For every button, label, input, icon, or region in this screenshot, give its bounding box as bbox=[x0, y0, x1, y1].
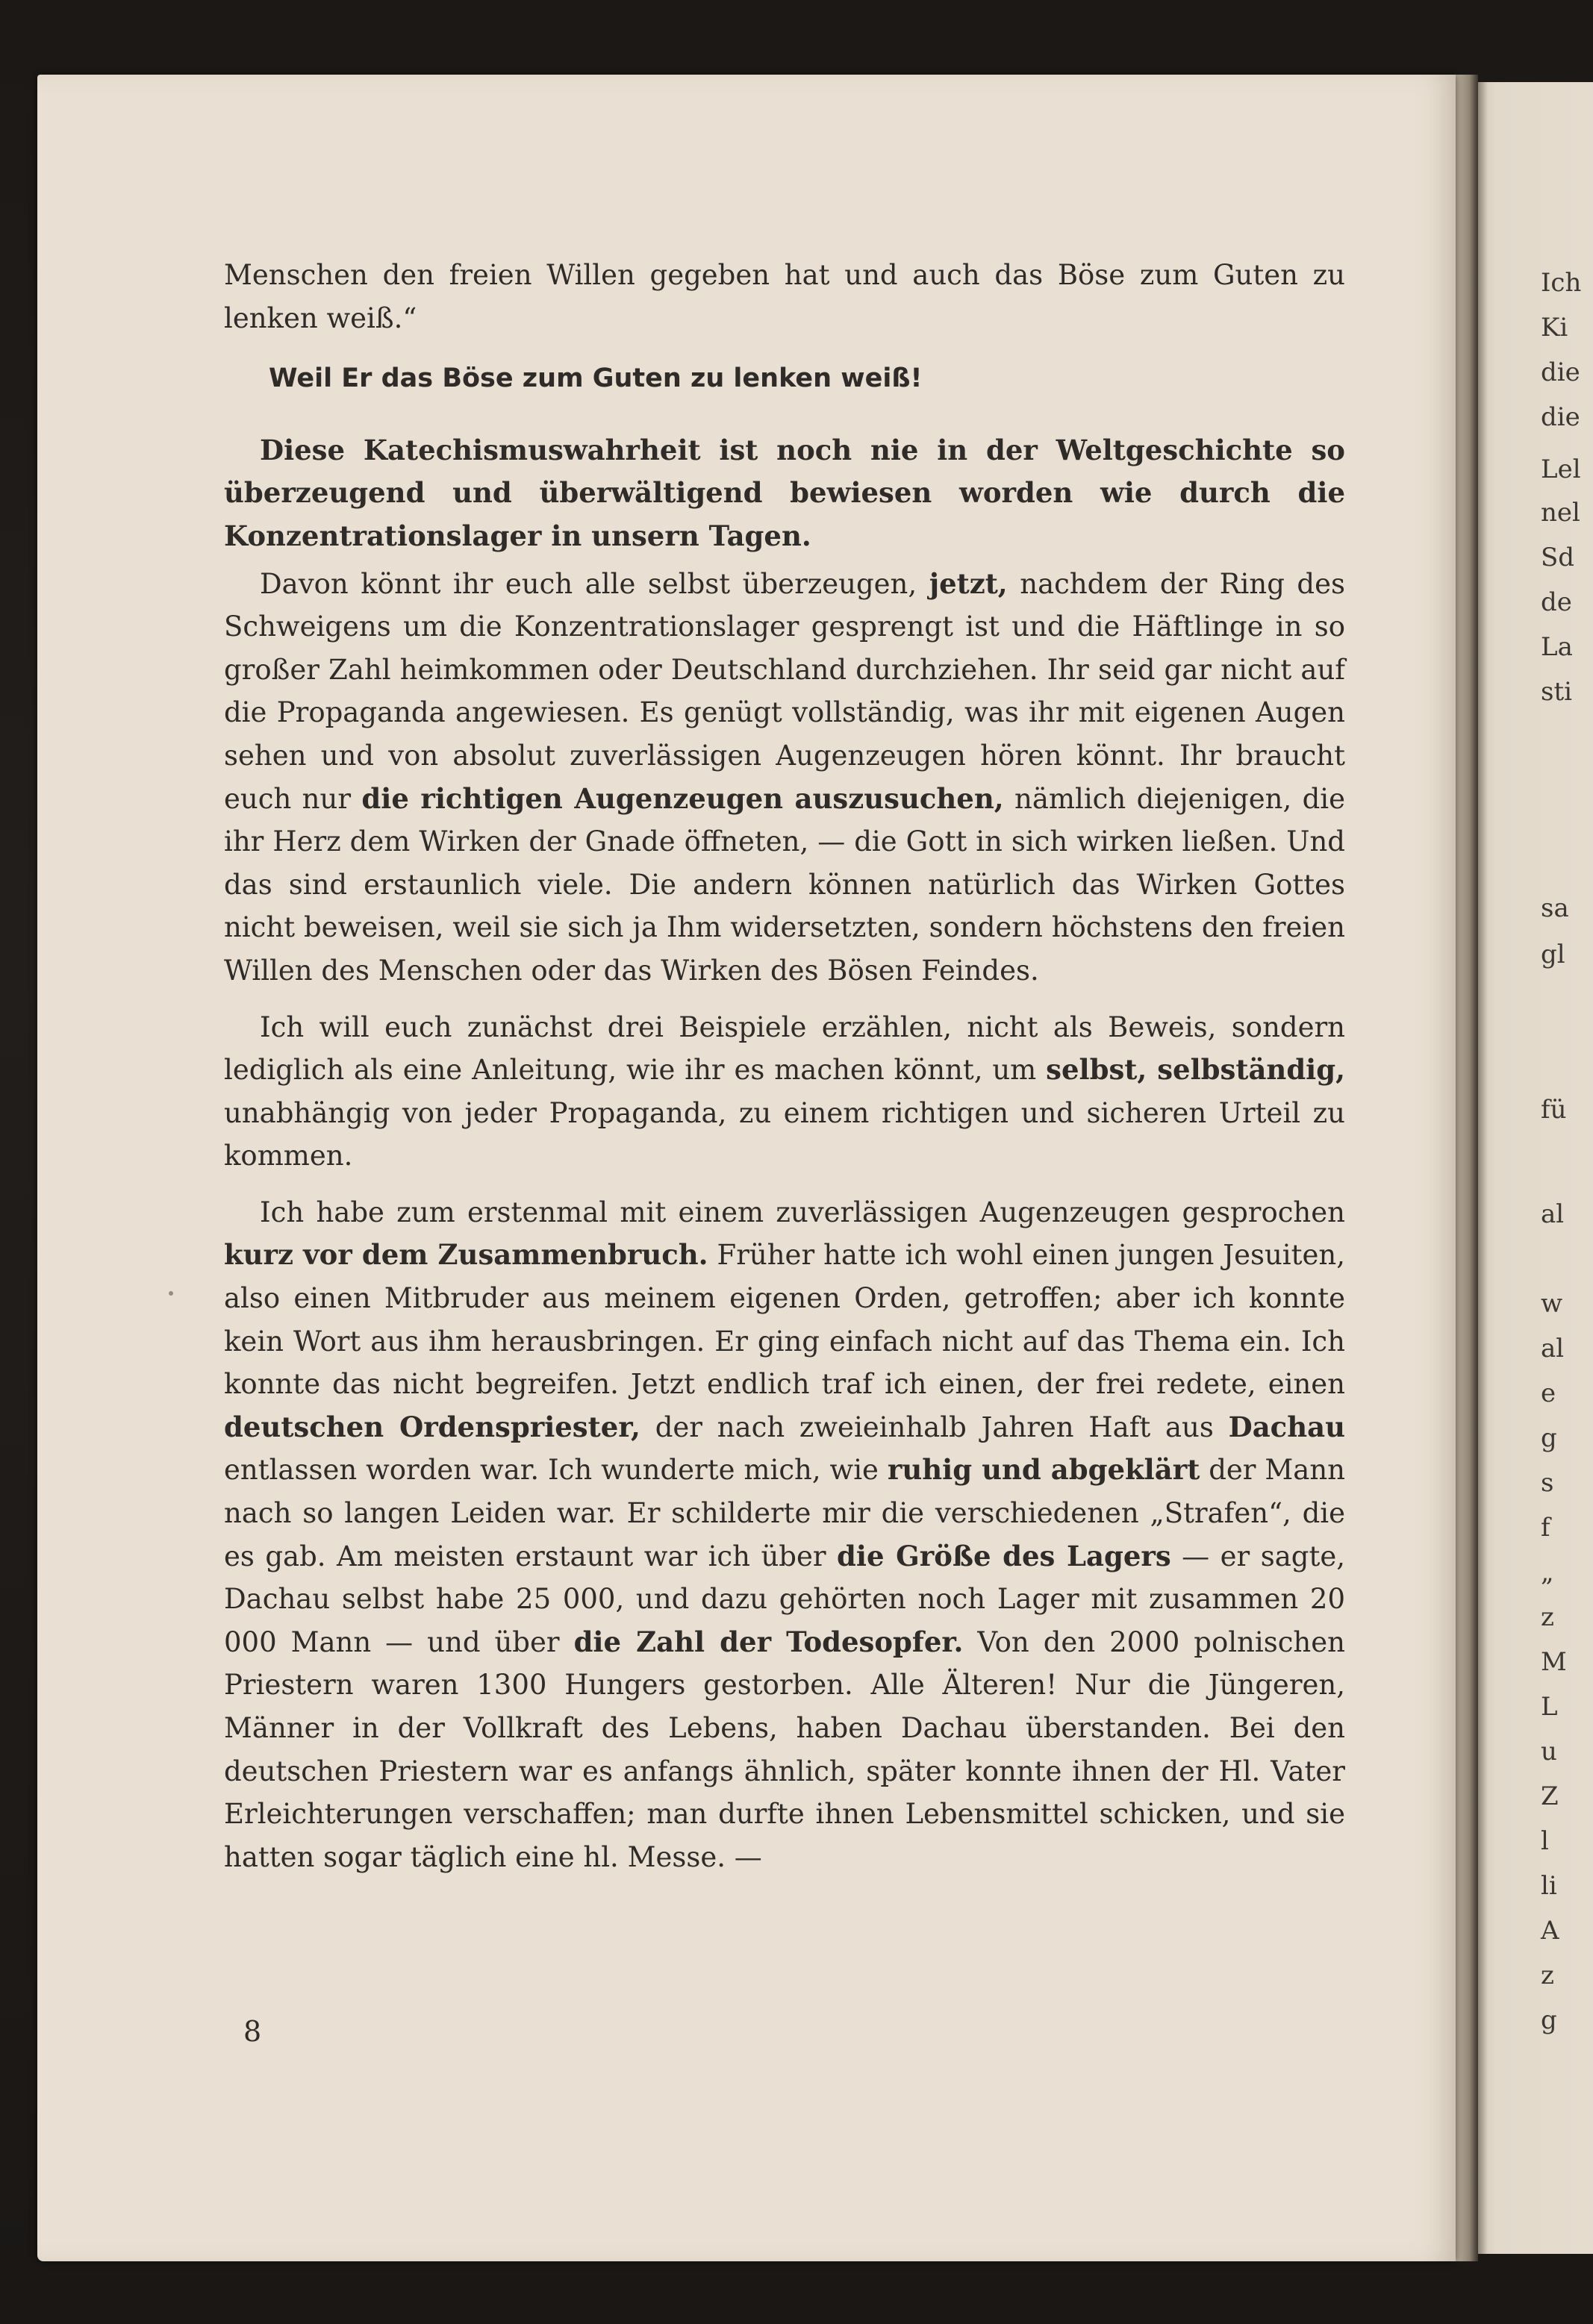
facing-page-fragment: L bbox=[1541, 1692, 1558, 1722]
facing-page-fragment: Lel bbox=[1541, 455, 1581, 484]
emphasis-ordenspriester: deutschen Ordenspriester, bbox=[224, 1410, 640, 1443]
facing-page-fragment: gl bbox=[1541, 940, 1565, 969]
facing-page-fragment: z bbox=[1541, 1602, 1554, 1632]
emphasis-selbst: selbst, selbständig, bbox=[1046, 1053, 1345, 1087]
facing-page-fragment: die bbox=[1541, 402, 1580, 432]
paragraph-5: Ich habe zum erstenmal mit einem zuverlässigen Augenzeugen gesprochen kurz vor dem Zusammenbruch. Früher hatte ich wohl einen jungen Jesuiten, also einen Mitbruder aus meinem eigenen Orden, getroffen; aber ich konnte kein Wort aus ihm herausbringen. Er ging einfach nicht auf das Thema ein. Ich konnte das nicht begreifen. Jetzt endlich traf ich einen, der frei redete, einen deutschen Ordenspriester, der nach zweieinhalb Jahren Haft aus Dachau entlassen worden war. Ich wunderte mich, wie ruhig und abgeklärt der Mann nach so langen Leiden war. Er schilderte mir die verschiedenen „Strafen“, die es gab. Am meisten erstaunt war ich über die Größe des Lagers — er sagte, Dachau selbst habe 25 000, und dazu gehörten noch Lager mit zusammen 20 000 Mann — und über die Zahl der Todesopfer. Von den 2000 polnischen Priestern waren 1300 Hungers gestorben. Alle Älteren! Nur die Jüngeren, Männer in der Vollkraft des Lebens, haben Dachau überstanden. Bei den deutschen Priestern war es anfangs ähnlich, später konnte ihnen der Hl. Vater Erleichterungen verschaffen; man durfte ihnen Lebensmittel schicken, und sie hatten sogar täglich eine hl. Messe. — bbox=[224, 1196, 1345, 1873]
paragraph-2: Diese Katechismuswahrheit ist noch nie in der Weltgeschichte so überzeugend und überwältigend bewiesen worden wie durch die Konzentrationslager in unsern Tagen. bbox=[224, 433, 1345, 552]
facing-page-fragment: Z bbox=[1541, 1781, 1559, 1811]
facing-page-fragment: Sd bbox=[1541, 543, 1575, 572]
facing-page-fragment: al bbox=[1541, 1334, 1565, 1364]
facing-page-fragment: La bbox=[1541, 632, 1573, 662]
emphasis-lagergroesse: die Größe des Lagers bbox=[837, 1539, 1171, 1572]
facing-page-fragment: e bbox=[1541, 1378, 1556, 1408]
facing-page-fragment: u bbox=[1541, 1737, 1557, 1767]
facing-page-fragment: sti bbox=[1541, 677, 1572, 707]
facing-page-fragment: M bbox=[1541, 1647, 1567, 1677]
paragraph-3: Davon könnt ihr euch alle selbst überzeugen, jetzt, nachdem der Ring des Schweigens um die Konzentrationslager gesprengt ist und die Häftlinge in so großer Zahl heimkommen oder Deutschland durchziehen. Ihr seid gar nicht auf die Propaganda angewiesen. Es genügt vollständig, was ihr mit eigenen Augen sehen und von absolut zuverlässigen Augenzeugen hören könnt. Ihr braucht euch nur die richtigen Augenzeugen auszusuchen, nämlich diejenigen, die ihr Herz dem Wirken der Gnade öffneten, — die Gott in sich wirken ließen. Und das sind erstaunlich viele. Die andern können natürlich das Wirken Gottes nicht beweisen, weil sie sich ja Ihm widersetzten, sondern höchstens den freien Willen des Menschen oder das Wirken des Bösen Feindes. bbox=[224, 566, 1346, 987]
page-text bbox=[224, 254, 1345, 1878]
page-heading: Weil Er das Böse zum Guten zu lenken weiß! bbox=[269, 363, 923, 394]
facing-page-fragment: g bbox=[1541, 1423, 1557, 1453]
facing-page-fragment: g bbox=[1541, 2005, 1557, 2035]
emphasis-richtigen-augenzeugen: die richtigen Augenzeugen auszusuchen, bbox=[361, 781, 1004, 815]
facing-page-fragment: w bbox=[1541, 1289, 1563, 1319]
facing-page-fragment: sa bbox=[1541, 893, 1569, 923]
paragraph-4: Ich will euch zunächst drei Beispiele erzählen, nicht als Beweis, sondern lediglich als eine Anleitung, wie ihr es machen könnt, um selbst, selbständig, unabhängig von jeder Propaganda, zu einem richtigen und sicheren Urteil zu kommen. bbox=[224, 1010, 1345, 1172]
facing-page-fragment: l bbox=[1541, 1826, 1549, 1856]
facing-page-fragment: s bbox=[1541, 1468, 1554, 1498]
emphasis-ruhig: ruhig und abgeklärt bbox=[887, 1453, 1200, 1487]
facing-page-fragment: Ich bbox=[1541, 268, 1582, 298]
paragraph-1: Menschen den freien Willen gegeben hat und auch das Böse zum Guten zu lenken weiß.“ bbox=[224, 259, 1345, 334]
facing-page-fragment: f bbox=[1541, 1513, 1550, 1543]
facing-page-fragment: die bbox=[1541, 357, 1580, 387]
facing-page-fragment: li bbox=[1541, 1871, 1557, 1901]
facing-page-fragment: „ bbox=[1541, 1558, 1554, 1587]
facing-page-fragment: de bbox=[1541, 587, 1572, 617]
facing-page-fragment: nel bbox=[1541, 498, 1580, 528]
facing-page-fragment: fü bbox=[1541, 1095, 1567, 1125]
paper-speck bbox=[169, 1291, 173, 1296]
facing-page-fragment: A bbox=[1541, 1916, 1559, 1946]
facing-page-fragment: Ki bbox=[1541, 313, 1568, 343]
facing-page-fragment: al bbox=[1541, 1199, 1565, 1229]
emphasis-jetzt: jetzt, bbox=[929, 566, 1008, 600]
page-number: 8 bbox=[243, 2015, 262, 2048]
emphasis-todesopfer: die Zahl der Todesopfer. bbox=[573, 1625, 964, 1658]
emphasis-zusammenbruch: kurz vor dem Zusammenbruch. bbox=[224, 1238, 708, 1272]
facing-page-fragment: z bbox=[1541, 1961, 1554, 1990]
emphasis-dachau: Dachau bbox=[1228, 1410, 1345, 1443]
